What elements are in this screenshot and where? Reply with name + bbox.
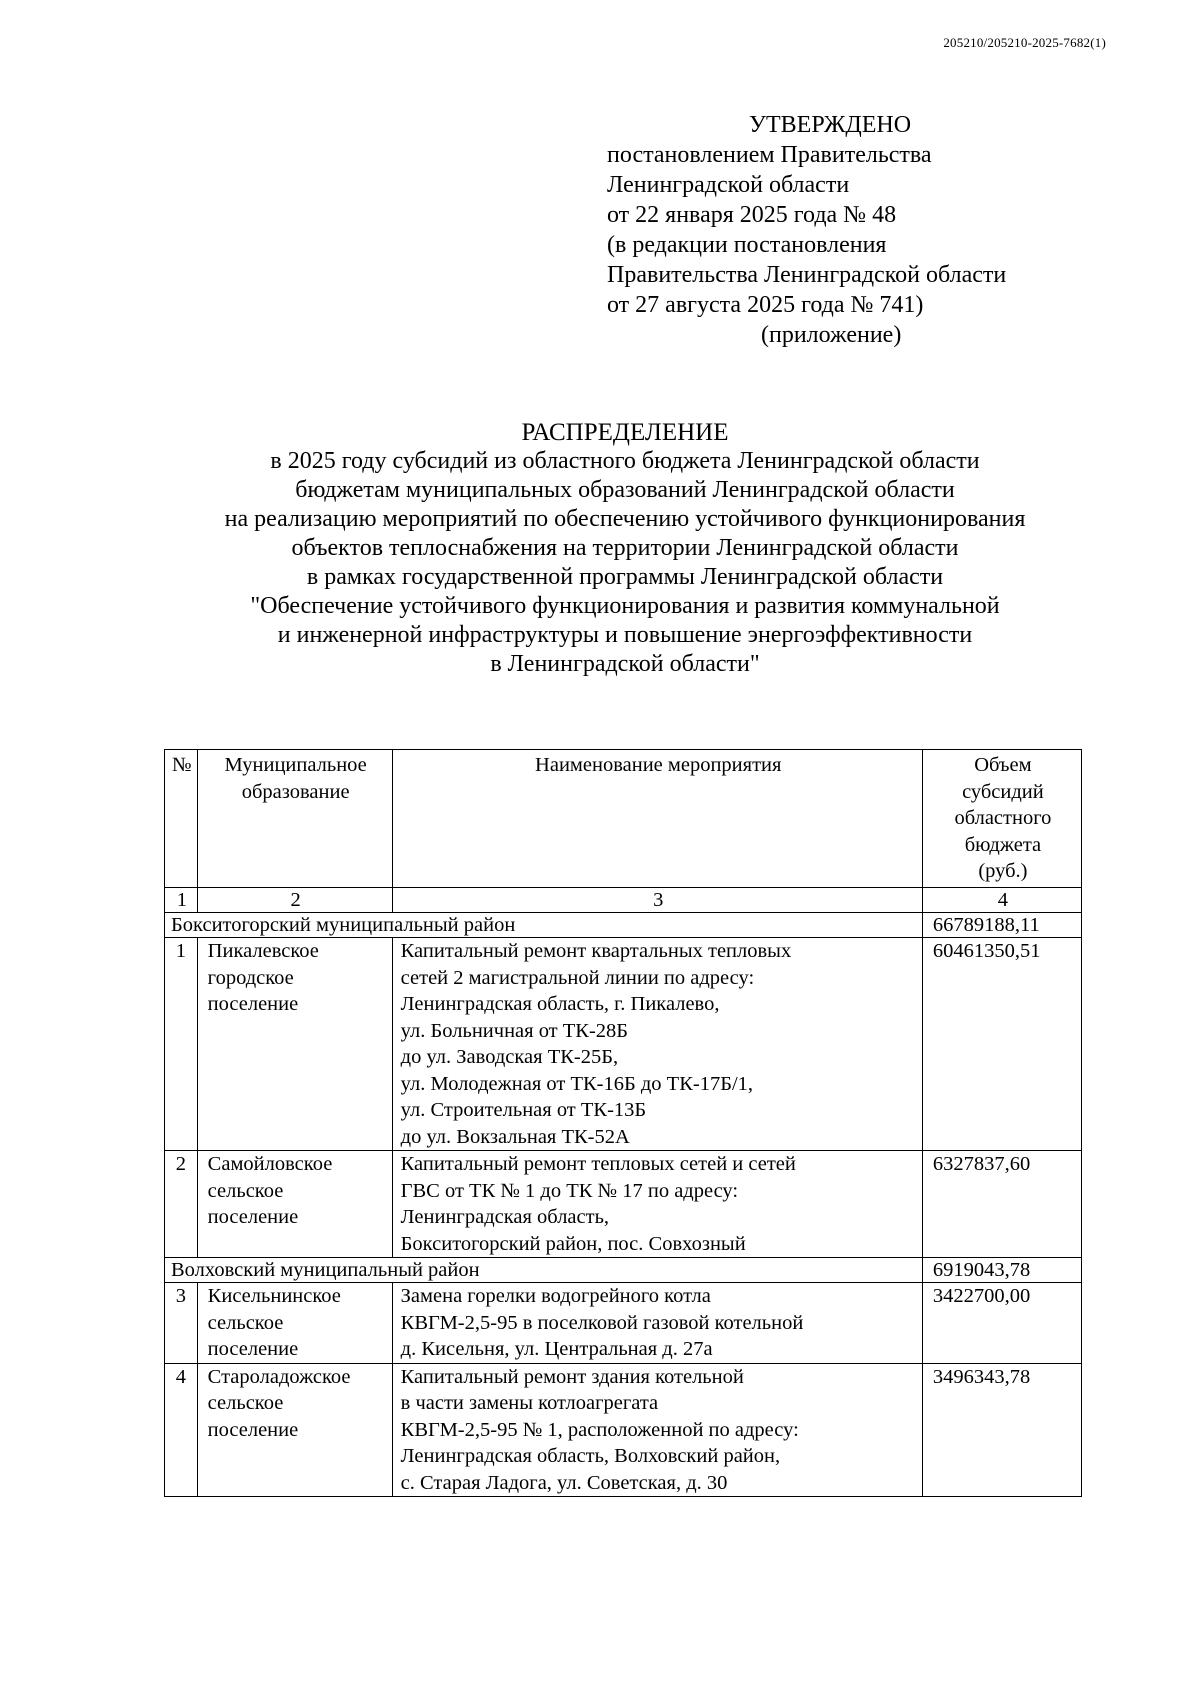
table-row (165, 1151, 1082, 1258)
municipality-line: Самойловское (207, 1153, 333, 1175)
header-subsidy-line: бюджета (964, 833, 1042, 856)
document-title: РАСПРЕДЕЛЕНИЕ (521, 419, 729, 446)
region-name: Бокситогорский муниципальный район (165, 913, 923, 938)
row-number: 4 (165, 1363, 198, 1497)
municipality-line: Староладожское (207, 1365, 351, 1388)
header-municipality-line: Муниципальное (224, 754, 367, 776)
activity-line: Капитальный ремонт тепловых сетей и сетей (400, 1153, 796, 1175)
header-subsidy-line: Объем (974, 754, 1032, 776)
header-number: № (165, 750, 198, 888)
activity-line: до ул. Заводская ТК-25Б, (400, 1046, 619, 1068)
activity-line: Замена горелки водогрейного котла (400, 1285, 711, 1307)
activity-line: КВГМ-2,5-95 № 1, расположенной по адресу: (400, 1418, 799, 1441)
column-number: 3 (392, 888, 922, 913)
region-name: Волховский муниципальный район (165, 1258, 923, 1283)
row-number: 2 (165, 1151, 198, 1258)
region-row (165, 1258, 1082, 1283)
activity-line: д. Кисельня, ул. Центральная д. 27а (400, 1338, 713, 1360)
header-activity-name: Наименование мероприятия (392, 750, 922, 888)
activity-cell (392, 938, 922, 1151)
activity-line: ул. Больничная от ТК-28Б (400, 1019, 629, 1042)
activity-line: Капитальный ремонт здания котельной (400, 1365, 744, 1388)
municipality-cell (197, 1363, 392, 1497)
activity-line: ГВС от ТК № 1 до ТК № 17 по адресу: (400, 1179, 739, 1202)
subsidy-amount: 60461350,51 (922, 938, 1081, 1151)
header-municipality (197, 750, 392, 888)
row-number: 1 (165, 938, 198, 1151)
activity-line: Ленинградская область, г. Пикалево, (400, 993, 720, 1015)
header-municipality-line: образование (241, 780, 350, 803)
heading-line: в 2025 году субсидий из областного бюджета Ленинградской области (270, 448, 980, 474)
heading-line: в рамках государственной программы Ленинградской области (306, 564, 944, 590)
activity-cell (392, 1283, 922, 1364)
approval-line: Ленинградской области (607, 172, 850, 198)
activity-cell (392, 1363, 922, 1497)
header-subsidy-line: (руб.) (978, 860, 1028, 882)
municipality-line: поселение (207, 1418, 299, 1441)
municipality-line: поселение (207, 993, 299, 1015)
activity-line: в части замены котлоагрегата (400, 1392, 659, 1414)
municipality-line: городское (207, 966, 294, 989)
column-number-row (165, 888, 1082, 913)
header-subsidy-volume (922, 750, 1081, 888)
table-header-row (165, 750, 1082, 888)
municipality-line: сельское (207, 1311, 284, 1334)
activity-cell (392, 1151, 922, 1258)
heading-line: бюджетам муниципальных образований Ленинградской области (295, 477, 955, 503)
column-number: 1 (165, 888, 198, 913)
region-total: 66789188,11 (922, 913, 1081, 938)
heading-line: в Ленинградской области" (490, 651, 760, 677)
subsidy-amount: 3496343,78 (922, 1363, 1081, 1497)
heading-line: "Обеспечение устойчивого функционирования и развития коммунальной (250, 593, 1000, 619)
municipality-cell (197, 938, 392, 1151)
approval-title: УТВЕРЖДЕНО (749, 112, 912, 138)
activity-line: сетей 2 магистральной линии по адресу: (400, 966, 755, 989)
municipality-cell (197, 1283, 392, 1364)
row-number: 3 (165, 1283, 198, 1364)
heading-line: объектов теплоснабжения на территории Ленинградской области (291, 535, 959, 561)
column-number: 2 (197, 888, 392, 913)
activity-line: Ленинградская область, (400, 1206, 610, 1228)
approval-line: Правительства Ленинградской области (607, 262, 1007, 288)
heading-line: на реализацию мероприятий по обеспечению устойчивого функционирования (224, 506, 1026, 532)
approval-line: от 27 августа 2025 года № 741) (607, 292, 924, 318)
activity-line: Ленинградская область, Волховский район, (400, 1445, 781, 1467)
municipality-cell (197, 1151, 392, 1258)
region-row (165, 913, 1082, 938)
document-heading (100, 418, 1150, 679)
activity-line: ул. Молодежная от ТК-16Б до ТК-17Б/1, (400, 1072, 754, 1095)
subsidy-amount: 3422700,00 (922, 1283, 1081, 1364)
municipality-line: поселение (207, 1206, 299, 1228)
activity-line: с. Старая Ладога, ул. Советская, д. 30 (400, 1471, 728, 1494)
table-row (165, 1363, 1082, 1497)
municipality-line: Пикалевское (207, 940, 319, 962)
activity-line: Бокситогорский район, пос. Совхозный (400, 1232, 746, 1255)
municipality-line: сельское (207, 1179, 284, 1202)
approval-suffix: (приложение) (761, 322, 902, 348)
approval-line: от 22 января 2025 года № 48 (607, 202, 897, 228)
region-total: 6919043,78 (922, 1258, 1081, 1283)
document-registration-number: 205210/205210-2025-7682(1) (943, 35, 1106, 50)
municipality-line: сельское (207, 1392, 284, 1414)
activity-line: Капитальный ремонт квартальных тепловых (400, 940, 792, 962)
header-subsidy-line: областного (954, 807, 1052, 829)
municipality-line: Кисельнинское (207, 1285, 341, 1307)
column-number: 4 (922, 888, 1081, 913)
header-subsidy-line: субсидий (962, 780, 1044, 803)
approval-line: (в редакции постановления (607, 232, 887, 258)
approval-stamp (607, 110, 1006, 350)
table-row (165, 938, 1082, 1151)
municipality-line: поселение (207, 1338, 299, 1360)
approval-line: постановлением Правительства (607, 142, 932, 168)
heading-line: и инженерной инфраструктуры и повышение энергоэффективности (277, 622, 973, 648)
activity-line: до ул. Вокзальная ТК-52А (400, 1125, 630, 1148)
subsidy-distribution-table (164, 749, 1082, 1497)
activity-line: ул. Строительная от ТК-13Б (400, 1099, 647, 1121)
table-row (165, 1283, 1082, 1364)
activity-line: КВГМ-2,5-95 в поселковой газовой котельной (400, 1311, 804, 1334)
subsidy-amount: 6327837,60 (922, 1151, 1081, 1258)
